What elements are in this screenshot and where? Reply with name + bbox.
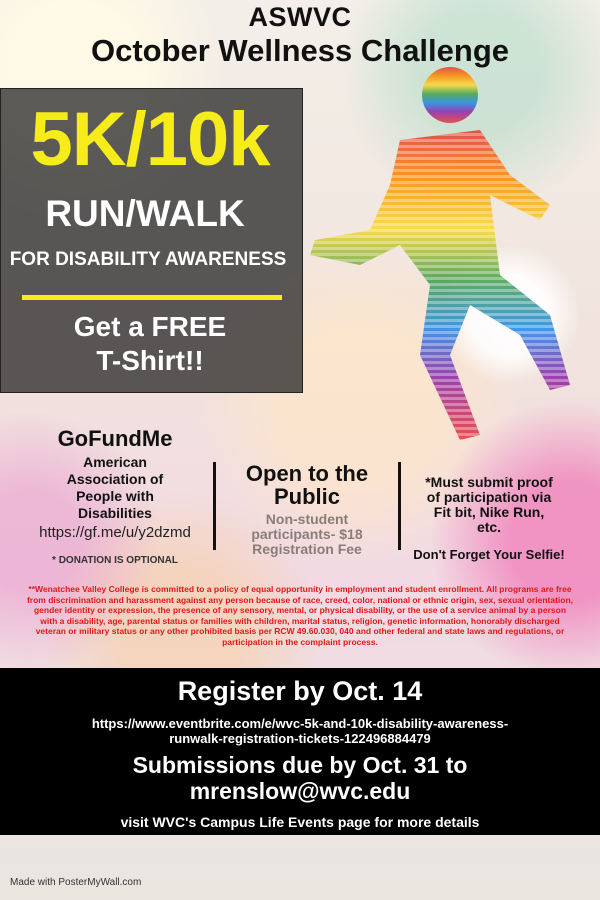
- submit-line-1: Submissions due by Oct. 31 to: [132, 752, 468, 778]
- tshirt-line-2: T-Shirt!!: [96, 345, 204, 376]
- submit-email[interactable]: mrenslow@wvc.edu: [189, 778, 411, 804]
- donation-note: * DONATION IS OPTIONAL: [52, 555, 178, 566]
- run-walk-subhead: RUN/WALK: [45, 193, 245, 234]
- tshirt-line-1: Get a FREE: [73, 311, 227, 342]
- gofundme-title: GoFundMe: [57, 426, 173, 451]
- campus-life-note: visit WVC's Campus Life Events page for more details: [120, 814, 480, 830]
- proof-line-4: etc.: [476, 519, 502, 535]
- fee-line-1: Non-student: [265, 511, 349, 527]
- registration-link[interactable]: [60, 716, 540, 746]
- public-line-2: Public: [273, 484, 340, 509]
- column-divider-right: [398, 462, 401, 550]
- org-line-4: Disabilities: [78, 505, 152, 521]
- org-title: ASWVC: [248, 2, 352, 32]
- proof-line-1: *Must submit proof: [425, 474, 553, 490]
- org-line-1: American: [83, 454, 147, 470]
- postermywall-credit: Made with PosterMyWall.com: [10, 877, 142, 888]
- gofundme-organization: [40, 454, 190, 522]
- proof-line-3: Fit bit, Nike Run,: [433, 504, 545, 520]
- public-line-1: Open to the: [245, 461, 369, 486]
- cause-text: FOR DISABILITY AWARENESS: [9, 249, 287, 270]
- url-line-2: runwalk-registration-tickets-122496884479: [169, 731, 431, 746]
- equal-opportunity-disclaimer: **Wenatchee Valley College is committed to a policy of equal opportunity in employment and student enrollment. All programs are free from discrimination and harassment against any person because of race, creed, color, national or ethnic origin, sex, sexual orientation, gender identity or expression, the presence of any sensory, mental, or physical disability, or the use of a service animal by a person with a disability, age, parental status or families with children, marital status, religion, genetic information, honorably discharged veteran or military status or any other prohibited basis per RCW 49.60.030, 040 and other federal and state laws and regulations, or participation in the complaint process.: [26, 584, 574, 647]
- event-title: October Wellness Challenge: [90, 33, 510, 68]
- yellow-divider: [22, 295, 282, 300]
- free-tshirt-text: [0, 310, 300, 378]
- url-line-1: https://www.eventbrite.com/e/wvc-5k-and-10k-disability-awareness-: [91, 716, 509, 731]
- open-to-public-title: [222, 462, 392, 508]
- selfie-reminder: Don't Forget Your Selfie!: [413, 547, 565, 562]
- distance-headline: 5K/10k: [30, 97, 270, 182]
- org-line-3: People with: [76, 488, 154, 504]
- org-line-2: Association of: [66, 471, 164, 487]
- column-divider-left: [213, 462, 216, 550]
- fee-line-3: Registration Fee: [252, 541, 362, 557]
- proof-line-2: of participation via: [426, 489, 552, 505]
- register-deadline: Register by Oct. 14: [177, 676, 423, 706]
- proof-requirement-text: [404, 475, 574, 535]
- submission-deadline: [0, 752, 600, 804]
- fee-line-2: participants- $18: [251, 526, 363, 542]
- registration-fee-text: [222, 512, 392, 557]
- gofundme-link[interactable]: https://gf.me/u/y2dzmd: [39, 524, 191, 541]
